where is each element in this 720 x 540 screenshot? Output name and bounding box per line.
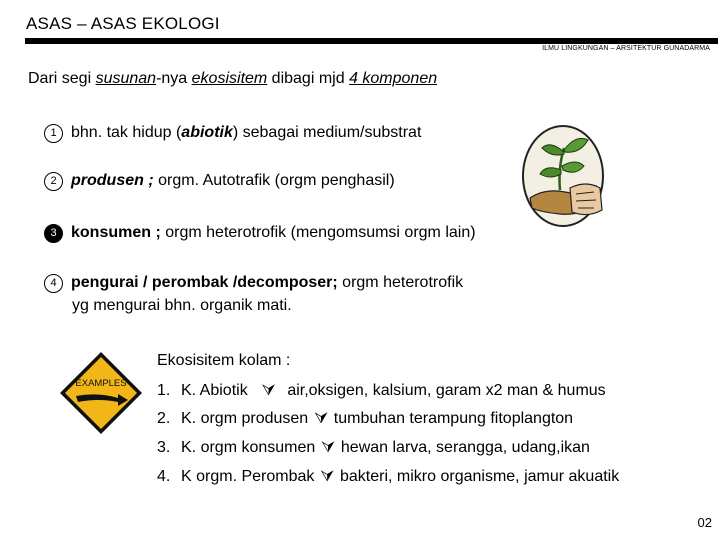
example-row-1 bbox=[157, 382, 606, 400]
number-badge: 4 bbox=[44, 274, 63, 293]
number-badge: 2 bbox=[44, 172, 63, 191]
item-text: orgm. Autotrafik (orgm penghasil) bbox=[153, 172, 395, 189]
row-value: tumbuhan terampung fitoplangton bbox=[333, 410, 574, 427]
row-label: K orgm. Perombak bbox=[181, 468, 315, 485]
item-text-2: ) sebagai medium/substrat bbox=[232, 124, 422, 141]
sign-label: EXAMPLES bbox=[75, 378, 127, 389]
examples-heading: Ekosisitem kolam : bbox=[157, 352, 291, 369]
number-badge: 1 bbox=[44, 124, 63, 143]
item-text: orgm heterotrofik bbox=[337, 274, 464, 291]
example-row-3 bbox=[157, 439, 590, 457]
item-text: orgm heterotrofik (mengomsumsi orgm lain) bbox=[160, 224, 476, 241]
intro-susunan: susunan bbox=[95, 70, 157, 87]
row-value: hewan larva, serangga, udang,ikan bbox=[340, 439, 590, 456]
number-badge: 3 bbox=[44, 224, 63, 243]
item-bold: konsumen ; bbox=[71, 224, 161, 241]
page-title: ASAS – ASAS EKOLOGI bbox=[26, 14, 220, 33]
item-bold: produsen ; bbox=[71, 172, 154, 189]
row-label: K. orgm produsen bbox=[181, 410, 309, 427]
arrow-down-icon: ⮛ bbox=[321, 439, 335, 456]
intro-prefix: Dari segi bbox=[28, 70, 96, 87]
component-item-4-line2: yg mengurai bhn. organik mati. bbox=[72, 297, 292, 314]
intro-after: dibagi mjd bbox=[267, 70, 350, 87]
component-item-4 bbox=[44, 274, 463, 293]
item-bold: pengurai / perombak /decomposer; bbox=[71, 274, 338, 291]
arrow-down-icon: ⮛ bbox=[314, 410, 328, 427]
header-rule bbox=[25, 38, 718, 44]
component-item-1 bbox=[44, 124, 421, 143]
example-row-4 bbox=[157, 468, 619, 486]
row-number: 3. bbox=[157, 439, 171, 456]
row-number: 2. bbox=[157, 410, 171, 427]
header-tag: ILMU LINGKUNGAN – ARSITEKTUR GUNADARMA bbox=[542, 45, 710, 52]
page-number: 02 bbox=[697, 515, 712, 530]
component-item-3 bbox=[44, 224, 476, 243]
arrow-down-icon: ⮛ bbox=[320, 468, 334, 485]
row-label: K. Abiotik bbox=[181, 382, 248, 399]
arrow-down-icon: ⮛ bbox=[261, 382, 276, 399]
row-value: air,oksigen, kalsium, garam x2 man & humus bbox=[287, 382, 606, 399]
item-bold: abiotik bbox=[181, 124, 233, 141]
plant-hand-illustration bbox=[520, 118, 606, 228]
intro-komponen: 4 komponen bbox=[349, 70, 438, 87]
intro-sentence bbox=[28, 70, 437, 88]
example-row-2 bbox=[157, 410, 573, 428]
row-label: K. orgm konsumen bbox=[181, 439, 316, 456]
row-number: 1. bbox=[157, 382, 171, 399]
examples-sign-icon bbox=[58, 350, 144, 436]
row-value: bakteri, mikro organisme, jamur akuatik bbox=[340, 468, 620, 485]
component-item-2 bbox=[44, 172, 395, 191]
intro-middle: -nya bbox=[156, 70, 192, 87]
row-number: 4. bbox=[157, 468, 171, 485]
item-text: bhn. tak hidup ( bbox=[71, 124, 182, 141]
intro-ekosistem: ekosisitem bbox=[191, 70, 268, 87]
